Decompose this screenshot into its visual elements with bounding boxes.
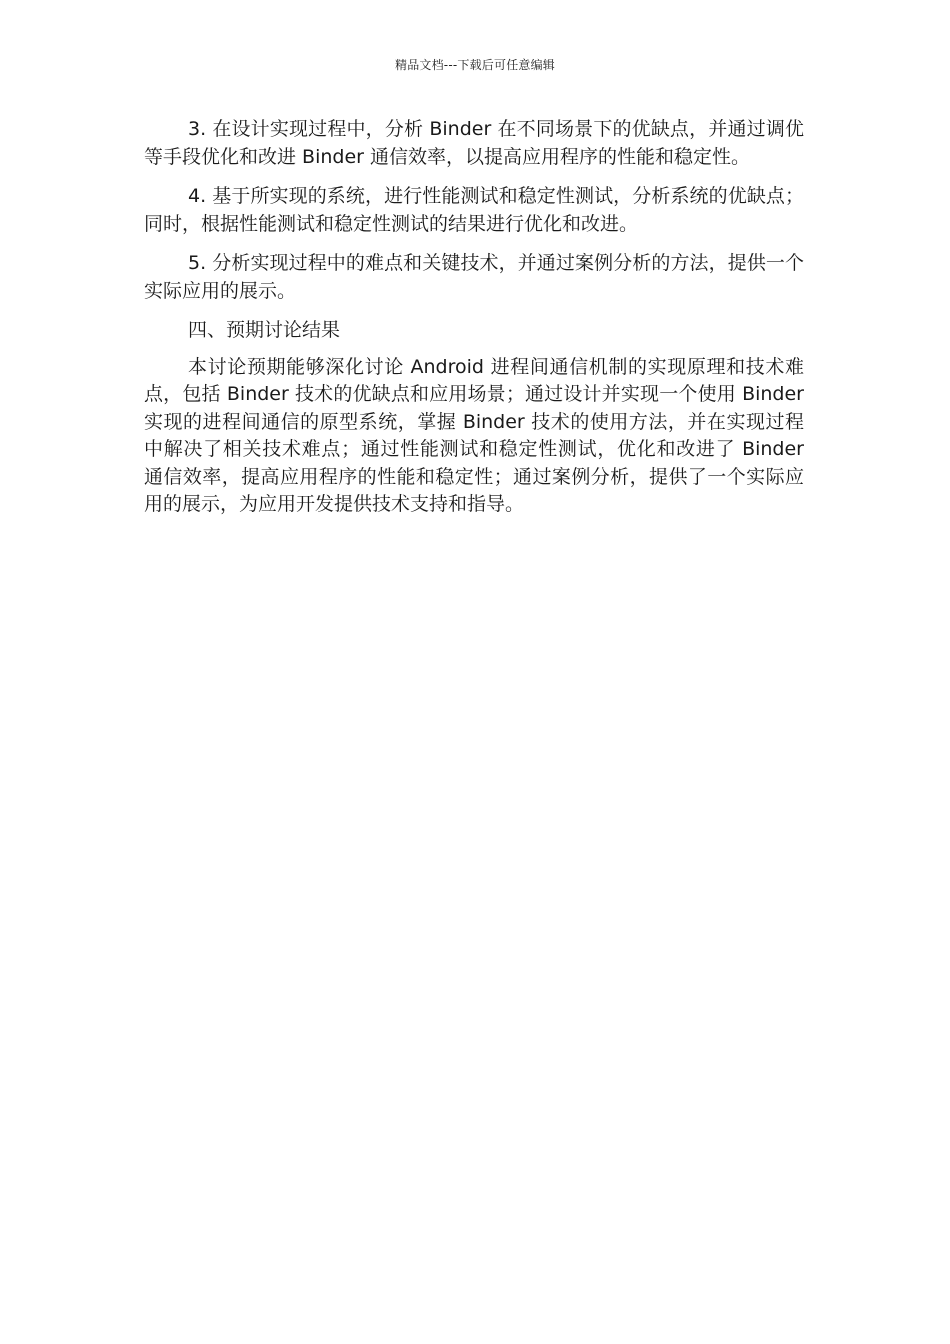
paragraph-item-3: 3. 在设计实现过程中，分析 Binder 在不同场景下的优缺点，并通过调优等手段优化和改进 Binder 通信效率，以提高应用程序的性能和稳定性。: [144, 118, 804, 168]
page-header: 精品文档---下载后可任意编辑: [395, 58, 555, 72]
conclusion-paragraph: 本讨论预期能够深化讨论 Android 进程间通信机制的实现原理和技术难点，包括 Binder 技术的优缺点和应用场景；通过设计并实现一个使用 Binder 实现的进程间通信的原型系统，掌握 Binder 技术的使用方法，并在实现过程中解决了相关技术难点；通过性能测试和稳定性测试，优化和改进了 Binder 通信效率，提高应用程序的性能和稳定性；通过案例分析，提供了一个实际应用的展示，为应用开发提供技术支持和指导。: [144, 355, 804, 515]
paragraph-item-5: 5. 分析实现过程中的难点和关键技术，并通过案例分析的方法，提供一个实际应用的展示。: [144, 252, 804, 302]
document-body: [144, 116, 804, 531]
paragraph-item-4: 4. 基于所实现的系统，进行性能测试和稳定性测试，分析系统的优缺点；同时，根据性能测试和稳定性测试的结果进行优化和改进。: [144, 185, 804, 235]
section-heading: 四、预期讨论结果: [188, 319, 341, 341]
